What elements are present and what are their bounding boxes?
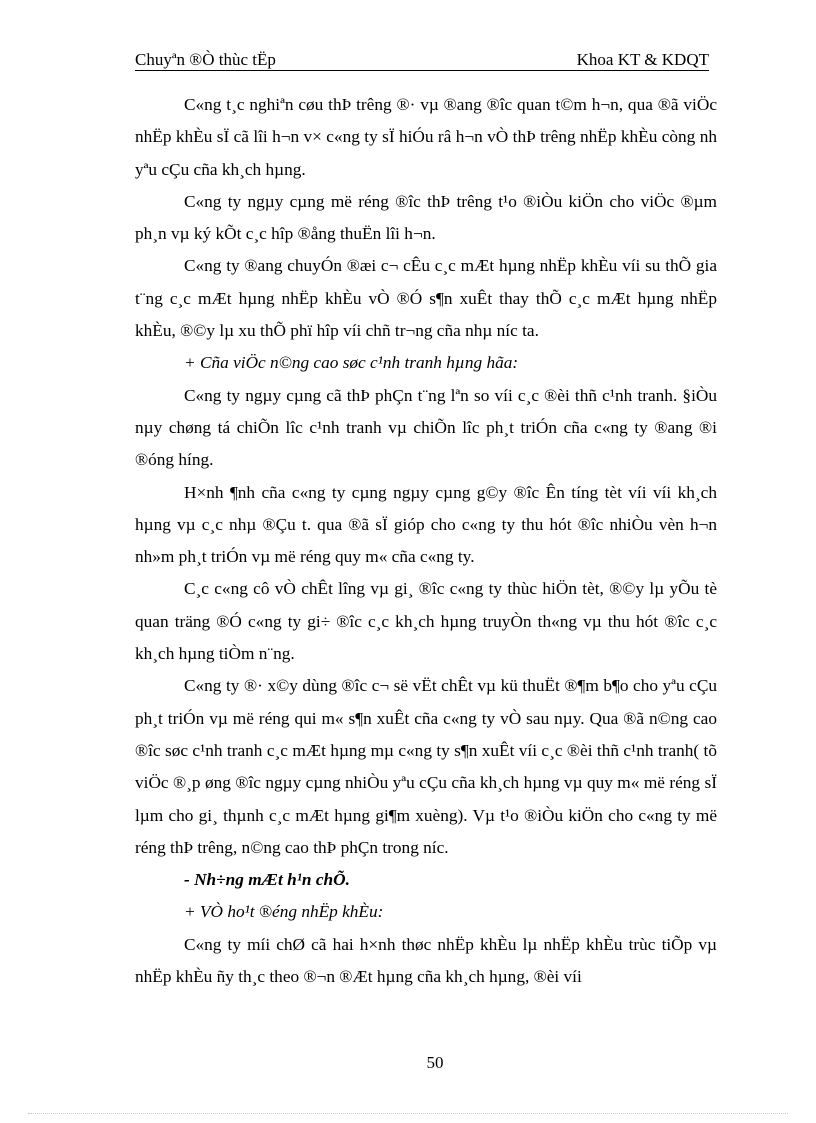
paragraph: C«ng ty ngµy cµng më réng ®îc thÞ trêng t¹o ®iÒu kiÖn cho viÖc ®µm ph¸n vµ ký kÕt c¸c hîp ®ång thuËn lîi h¬n. xyxy=(135,191,717,244)
paragraph: C¸c c«ng cô vÒ chÊt lîng vµ gi¸ ®îc c«ng ty thùc hiÖn tèt, ®©y lµ yÕu tè quan träng ®Ó c«ng ty gi÷ ®îc c¸c kh¸ch hµng truyÒn th«ng vµ thu hót ®îc c¸c kh¸ch hµng tiÒm n¨ng. xyxy=(135,579,717,664)
page-header xyxy=(135,48,709,71)
paragraph: C«ng t¸c nghiªn cøu thÞ trêng ®· vµ ®ang ®îc quan t©m h¬n, qua ®ã viÖc nhËp khÈu sÏ cã lîi h¬n v× c«ng ty sÏ hiÓu râ h¬n vÒ thÞ trêng nhËp khÈu còng nh yªu cÇu cña kh¸ch hµng. xyxy=(135,95,717,179)
document-body xyxy=(135,89,717,993)
page-bottom-divider xyxy=(28,1113,788,1114)
paragraph: C«ng ty ®ang chuyÓn ®æi c¬ cÊu c¸c mÆt hµng nhËp khÈu víi su thÕ gia t¨ng c¸c mÆt hµng nhËp khÈu vÒ ®Ó s¶n xuÊt thay thÕ c¸c mÆt hµng nhËp khÈu, ®©y lµ xu thÕ phï hîp víi chñ tr¬ng cña nhµ níc ta. xyxy=(135,256,717,341)
paragraph: H×nh ¶nh cña c«ng ty cµng ngµy cµng g©y ®îc Ên tíng tèt víi víi kh¸ch hµng vµ c¸c nhµ ®Çu t. qua ®ã sÏ gióp cho c«ng ty thu hót ®îc nhiÒu vèn h¬n nh»m ph¸t triÓn vµ më réng quy m« cña c«ng ty. xyxy=(135,482,717,567)
header-faculty: Khoa KT & KDQT xyxy=(576,50,709,69)
section-heading: - Nh÷ng mÆt h¹n chÕ. xyxy=(184,870,350,890)
paragraph: C«ng ty ngµy cµng cã thÞ phÇn t¨ng lªn so víi c¸c ®èi thñ c¹nh tranh. §iÒu nµy chøng tá chiÕn lîc c¹nh tranh vµ chiÕn lîc ph¸t triÓn cña c«ng ty ®ang ®i ®óng híng. xyxy=(135,385,717,470)
subheading: + Cña viÖc n©ng cao søc c¹nh tranh hµng hãa: xyxy=(184,353,519,373)
paragraph: C«ng ty ®· x©y dùng ®îc c¬ së vËt chÊt vµ kü thuËt ®¶m b¶o cho yªu cÇu ph¸t triÓn vµ më réng qui m« s¶n xuÊt cña c«ng ty vÒ sau nµy. Qua ®ã n©ng cao ®îc søc c¹nh tranh c¸c mÆt hµng mµ c«ng ty s¶n xuÊt víi c¸c ®èi thñ c¹nh tranh( tõ viÖc ®¸p øng ®îc ngµy cµng nhiÒu yªu cÇu cña kh¸ch hµng vµ quy m« më réng sÏ lµm cho gi¸ thµnh c¸c mÆt hµng gi¶m xuèng). Vµ t¹o ®iÒu kiÖn cho c«ng ty më réng thÞ trêng, n©ng cao thÞ phÇn trong níc. xyxy=(135,676,717,857)
page-number: 50 xyxy=(426,1053,444,1072)
subheading: + VÒ ho¹t ®éng nhËp khÈu: xyxy=(184,902,384,922)
header-title: Chuyªn ®Ò thùc tËp xyxy=(135,50,276,69)
paragraph: C«ng ty míi chØ cã hai h×nh thøc nhËp khÈu lµ nhËp khÈu trùc tiÕp vµ nhËp khÈu ñy th¸c theo ®¬n ®Æt hµng cña kh¸ch hµng, ®èi víi xyxy=(135,934,717,987)
